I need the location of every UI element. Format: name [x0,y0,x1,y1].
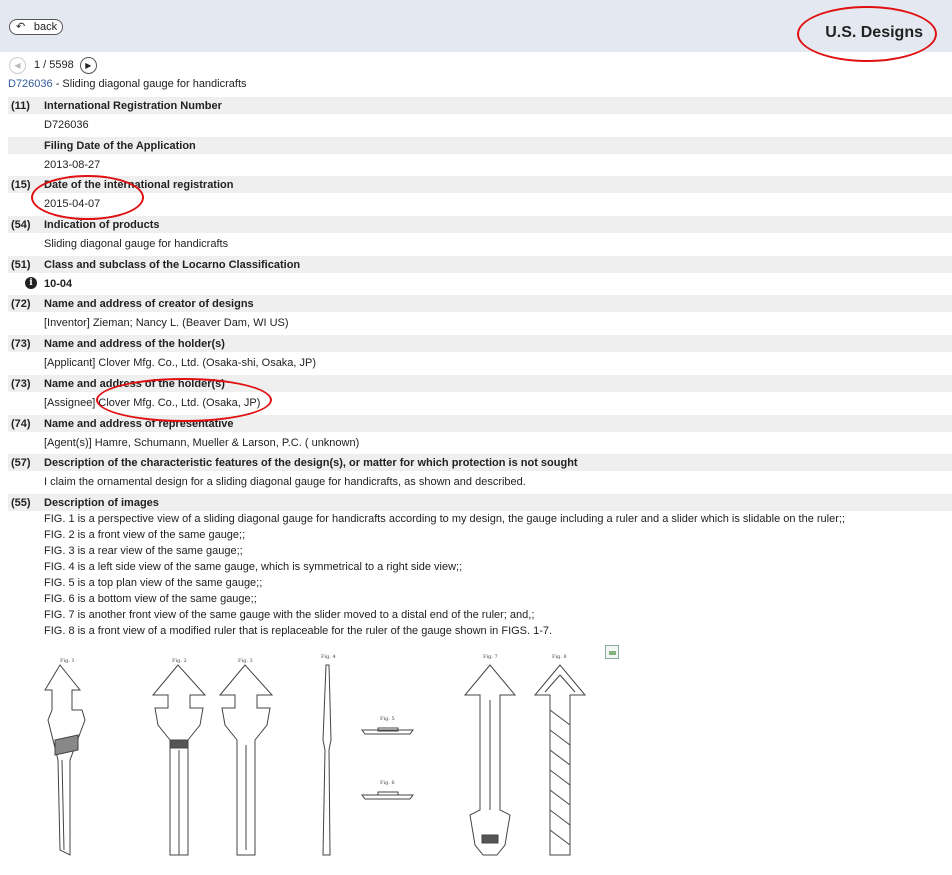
broken-image-icon [605,645,619,659]
field-row [8,97,952,137]
field-header [8,454,952,471]
figure-description: FIG. 7 is another front view of the same gauge with the slider moved to a distal end of the ruler; and,; [44,609,535,621]
field-row [8,176,952,216]
fig-label: Fig. 2 [172,658,187,664]
field-value: [Agent(s)] Hamre, Schumann, Mueller & Larson, P.C. ( unknown) [44,436,360,449]
field-value: [Inventor] Zieman; Nancy L. (Beaver Dam, WI US) [44,317,289,330]
field-value: 10-04 [44,277,73,290]
field-value: I claim the ornamental design for a sliding diagonal gauge for handicrafts, as shown and described. [44,476,526,489]
field-header [8,256,952,273]
field-header [8,494,952,511]
field-label: Date of the international registration [44,179,234,192]
field-header [8,176,952,193]
next-record-icon[interactable]: ▶ [80,57,97,74]
fig-label: Fig. 3 [238,658,253,664]
figure-description: FIG. 5 is a top plan view of the same gauge;; [44,577,263,589]
fig-label: Fig. 7 [483,654,498,660]
info-icon[interactable]: i [25,277,37,289]
field-label: International Registration Number [44,100,222,112]
field-row [8,256,952,296]
field-header [8,335,952,352]
field-label: Indication of products [44,219,160,232]
field-code: (15) [11,179,31,192]
fig-label: Fig. 6 [380,780,395,786]
figure-description: FIG. 6 is a bottom view of the same gauge;; [44,593,257,605]
annotation-circle-brand [797,6,937,62]
fig-6-drawing [362,792,413,799]
field-value: 2013-08-27 [44,158,101,171]
annotation-circle-date [31,175,144,220]
record-title-text: - Sliding diagonal gauge for handicrafts [52,78,247,90]
field-row [8,415,952,455]
pager [9,56,97,74]
field-header [8,295,952,312]
field-label: Filing Date of the Application [44,139,196,152]
field-header [8,97,952,114]
field-code: (73) [11,338,31,351]
field-row [8,216,952,256]
figure-description: FIG. 2 is a front view of the same gauge;; [44,529,246,541]
fig-1-drawing [45,665,85,855]
figure-description: FIG. 4 is a left side view of the same gauge, which is symmetrical to a right side view;; [44,561,463,573]
field-value: [Applicant] Clover Mfg. Co., Ltd. (Osaka-shi, Osaka, JP) [44,357,317,370]
field-code: (74) [11,417,31,430]
record-fields [8,97,952,534]
field-code: (57) [11,457,31,470]
pager-count: 1 / 5598 [34,59,74,71]
field-label: Description of images [44,496,159,509]
fig-label: Fig. 8 [552,654,567,660]
prev-record-icon[interactable]: ◀ [9,57,26,74]
fig-5-drawing [362,728,413,734]
figure-description: FIG. 1 is a perspective view of a sliding diagonal gauge for handicrafts according to my design, the gauge including a ruler and a slider which is slidable on the ruler;; [44,513,846,525]
back-label: back [33,21,58,33]
field-value: D726036 [44,119,89,131]
back-arrow-icon: ↶ [16,21,26,33]
field-row [8,335,952,375]
fig-8-drawing [535,665,585,855]
fig-label: Fig. 5 [380,716,395,722]
fig-4-drawing [323,665,331,855]
fig-label: Fig. 4 [321,654,336,660]
back-button[interactable] [9,19,63,35]
fig-7-drawing [465,665,515,855]
field-code: (55) [11,496,31,509]
field-label: Name and address of creator of designs [44,298,254,311]
field-code: (73) [11,377,31,390]
field-value: 2015-04-07 [44,198,101,211]
field-label: Class and subclass of the Locarno Classification [44,258,301,271]
field-code: (11) [11,100,30,112]
fig-3-drawing [220,665,272,855]
field-row [8,454,952,494]
field-label: Name and address of the holder(s) [44,377,225,390]
field-code: (51) [11,258,31,271]
field-header [8,216,952,233]
fig-2-drawing [153,665,205,855]
record-title [8,78,247,90]
design-drawing [40,650,600,865]
figure-descriptions [44,511,845,639]
field-label: Name and address of the holder(s) [44,338,225,351]
field-header [8,137,952,154]
field-value: [Assignee] Clover Mfg. Co., Ltd. (Osaka, JP) [44,396,261,409]
fig-label: Fig. 1 [60,658,75,664]
field-row [8,137,952,177]
field-code: (54) [11,219,31,232]
field-label: Description of the characteristic features of the design(s), or matter for which protection is not sought [44,457,578,470]
brand-title: U.S. Designs [825,24,923,41]
field-label: Name and address of representative [44,417,234,430]
figure-description: FIG. 3 is a rear view of the same gauge;; [44,545,243,557]
field-row [8,295,952,335]
field-value: Sliding diagonal gauge for handicrafts [44,238,229,251]
figure-description: FIG. 8 is a front view of a modified ruler that is replaceable for the ruler of the gauge shown in FIGS. 1-7. [44,625,553,637]
record-id-link[interactable]: D726036 [8,78,53,90]
annotation-circle-assignee [96,378,272,422]
field-code: (72) [11,298,31,311]
